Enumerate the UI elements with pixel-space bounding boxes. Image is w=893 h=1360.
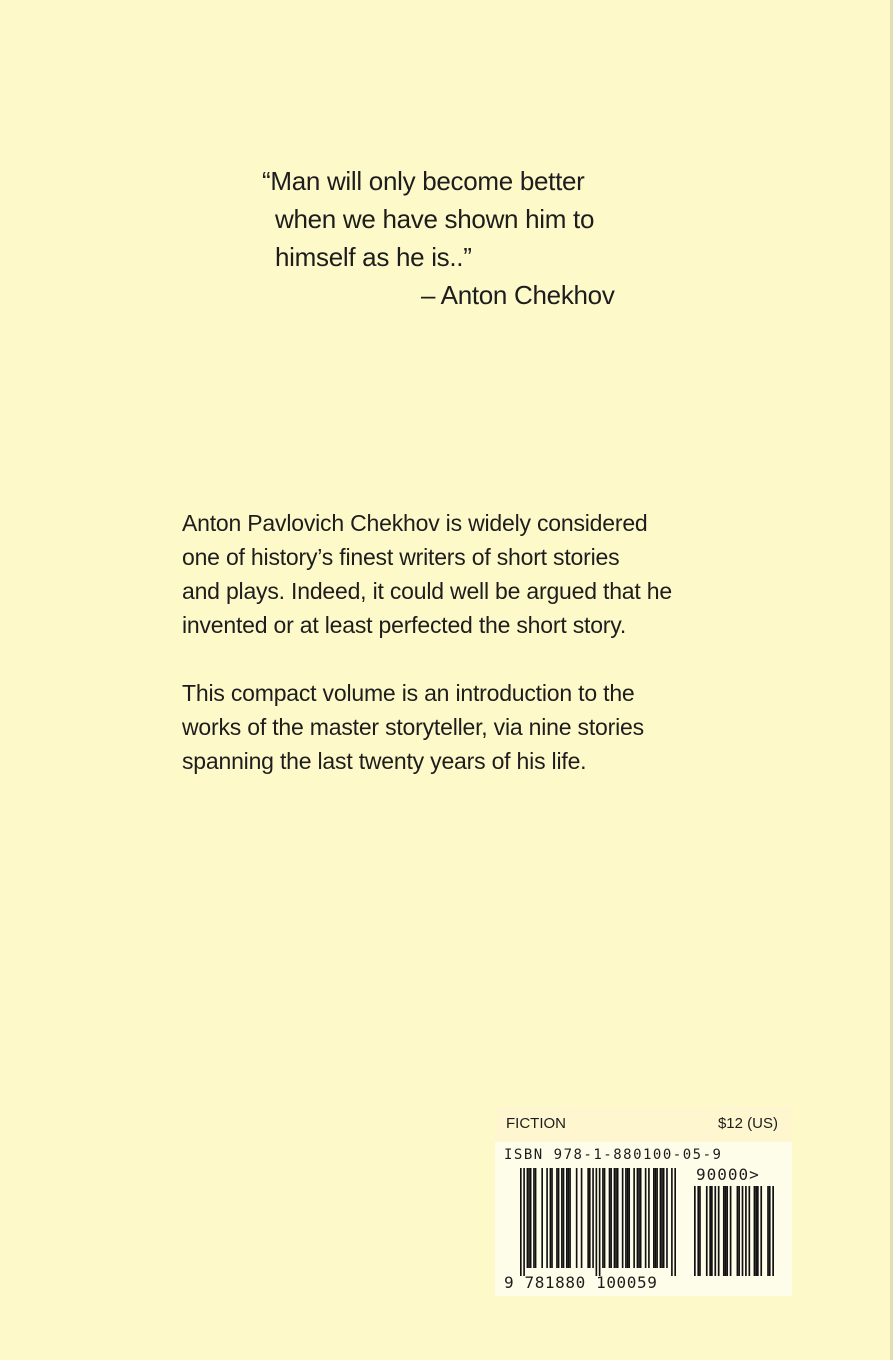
barcode-bar xyxy=(645,1168,647,1268)
price-code: 90000> xyxy=(696,1165,760,1184)
barcode-bar xyxy=(637,1168,639,1268)
barcode-digits: 9 781880 100059 xyxy=(504,1273,658,1292)
barcode-bar xyxy=(671,1168,673,1276)
barcode-bar xyxy=(697,1186,699,1276)
barcode-bar xyxy=(640,1168,642,1268)
barcode-bar xyxy=(738,1186,740,1276)
quote-attribution: – Anton Chekhov xyxy=(421,280,615,310)
barcode-bar xyxy=(769,1186,771,1276)
barcode-bar xyxy=(742,1186,744,1276)
quote-line: “Man will only become better xyxy=(262,166,585,196)
barcode-bar xyxy=(617,1168,619,1268)
barcode-bar xyxy=(674,1168,676,1276)
barcode-bar xyxy=(767,1186,769,1276)
barcode-bar xyxy=(628,1168,630,1268)
barcode-bar xyxy=(576,1168,578,1268)
barcode-bar xyxy=(706,1186,708,1276)
barcode-bar xyxy=(660,1168,662,1268)
barcode-bar xyxy=(589,1168,591,1268)
description-line: spanning the last twenty years of his life. xyxy=(182,748,587,774)
barcode-bar xyxy=(633,1168,635,1268)
barcode-bar xyxy=(748,1186,750,1276)
barcode-bar xyxy=(609,1168,611,1268)
barcode-bar xyxy=(699,1186,701,1276)
barcode-bar xyxy=(656,1168,658,1268)
barcode-bar xyxy=(530,1168,532,1268)
barcode-bar xyxy=(755,1186,757,1276)
barcode-bar xyxy=(604,1168,606,1268)
barcode-bar xyxy=(546,1168,548,1268)
barcode-bar xyxy=(520,1168,522,1276)
barcode-bar xyxy=(625,1168,627,1268)
quote-line: himself as he is..” xyxy=(275,242,472,272)
barcode-bar xyxy=(709,1186,711,1276)
barcode-bar xyxy=(561,1168,563,1268)
barcode-bar xyxy=(723,1186,725,1276)
barcode-bar xyxy=(663,1168,665,1268)
barcode-bar xyxy=(614,1168,616,1268)
barcode-bar xyxy=(599,1168,601,1276)
barcode-bar xyxy=(541,1168,543,1268)
description-paragraph xyxy=(182,676,702,778)
barcode-bar xyxy=(568,1168,570,1268)
quote xyxy=(262,162,642,276)
barcode-bar xyxy=(737,1186,739,1276)
barcode-bar xyxy=(558,1168,560,1268)
barcode-bar xyxy=(760,1186,762,1276)
barcode-bar xyxy=(556,1168,558,1268)
barcode-bar xyxy=(592,1168,594,1268)
barcode-bar xyxy=(772,1186,774,1276)
barcode-bar xyxy=(627,1168,629,1268)
barcode-bar xyxy=(655,1168,657,1268)
barcode-bar xyxy=(535,1168,537,1268)
barcode-bar xyxy=(725,1186,727,1276)
barcode-bar xyxy=(602,1168,604,1268)
barcode-bar xyxy=(610,1168,612,1268)
addon-barcode xyxy=(694,1186,774,1276)
barcode-bar xyxy=(694,1186,696,1276)
barcode-bar xyxy=(730,1186,732,1276)
barcode-bar xyxy=(615,1168,617,1268)
barcode-bar xyxy=(528,1168,530,1268)
quote-line: when we have shown him to xyxy=(275,204,595,234)
category-label: FICTION xyxy=(506,1115,566,1132)
description-line: works of the master storyteller, via nine stories xyxy=(182,714,644,740)
description-paragraph xyxy=(182,506,702,642)
barcode-bar xyxy=(622,1168,624,1268)
barcode-bar xyxy=(569,1168,571,1268)
barcode-bar xyxy=(596,1168,598,1276)
barcode-bar xyxy=(661,1168,663,1268)
barcode-bar xyxy=(527,1168,529,1268)
barcode-bar xyxy=(551,1168,553,1268)
description-line: Anton Pavlovich Chekhov is widely considered xyxy=(182,510,648,536)
isbn-label: ISBN 978-1-880100-05-9 xyxy=(504,1147,723,1163)
barcode-bar xyxy=(563,1168,565,1268)
barcode-bar xyxy=(638,1168,640,1268)
barcode-bar xyxy=(648,1168,650,1268)
barcode-bar xyxy=(711,1186,713,1276)
barcode-bar xyxy=(581,1168,583,1268)
barcode-bar xyxy=(533,1168,535,1268)
description-line: This compact volume is an introduction to the xyxy=(182,680,635,706)
barcode-bar xyxy=(754,1186,756,1276)
barcode-bar xyxy=(550,1168,552,1268)
barcode-header xyxy=(495,1106,792,1142)
barcode-bar xyxy=(757,1186,759,1276)
barcode-bar xyxy=(523,1168,525,1276)
description-line: invented or at least perfected the short story. xyxy=(182,612,627,638)
barcode-panel xyxy=(495,1106,792,1296)
description-line: and plays. Indeed, it could well be argued that he xyxy=(182,578,672,604)
description-line: one of history’s finest writers of short stories xyxy=(182,544,620,570)
barcode-bar xyxy=(718,1186,720,1276)
ean-barcode xyxy=(520,1168,676,1278)
price-label: $12 (US) xyxy=(717,1115,778,1132)
barcode-bar xyxy=(726,1186,728,1276)
barcode-bar xyxy=(566,1168,568,1268)
barcode-bar xyxy=(666,1168,668,1268)
barcode-bar xyxy=(653,1168,655,1268)
barcode-bar xyxy=(745,1186,747,1276)
barcode-bar xyxy=(587,1168,589,1268)
barcode-bar xyxy=(714,1186,716,1276)
